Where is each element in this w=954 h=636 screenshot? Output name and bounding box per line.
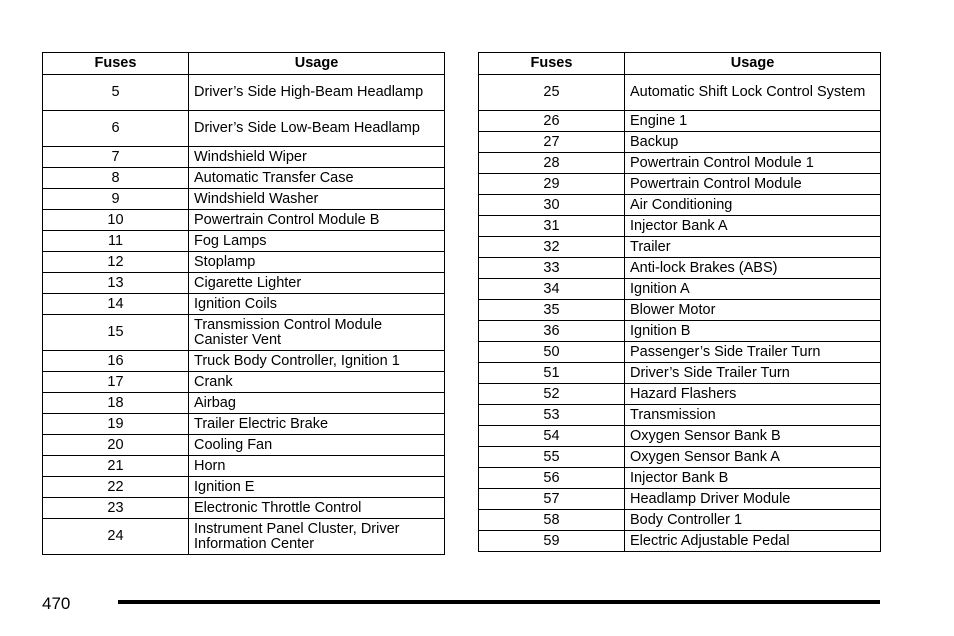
fuse-usage-cell: Truck Body Controller, Ignition 1 xyxy=(189,351,445,372)
usage-column-header: Usage xyxy=(189,53,445,75)
fuse-usage-cell: Electronic Throttle Control xyxy=(189,498,445,519)
fuse-usage-cell: Hazard Flashers xyxy=(625,384,881,405)
fuse-number-cell: 14 xyxy=(43,294,189,315)
fuse-number-cell: 20 xyxy=(43,435,189,456)
fuse-number-cell: 29 xyxy=(479,174,625,195)
fuse-number-cell: 9 xyxy=(43,189,189,210)
fuse-number-cell: 25 xyxy=(479,75,625,111)
table-row xyxy=(43,315,445,351)
fuse-number-cell: 8 xyxy=(43,168,189,189)
table-row xyxy=(479,468,881,489)
fuse-usage-cell: Backup xyxy=(625,132,881,153)
fuse-number-cell: 33 xyxy=(479,258,625,279)
table-row xyxy=(43,147,445,168)
fuse-usage-cell: Blower Motor xyxy=(625,300,881,321)
fuse-usage-cell: Driver’s Side High-Beam Headlamp xyxy=(189,75,445,111)
fuses-column-header: Fuses xyxy=(479,53,625,75)
fuse-usage-cell: Injector Bank A xyxy=(625,216,881,237)
table-row xyxy=(479,321,881,342)
table-row xyxy=(479,279,881,300)
fuse-usage-cell: Body Controller 1 xyxy=(625,510,881,531)
fuses-column-header: Fuses xyxy=(43,53,189,75)
fuse-usage-cell: Air Conditioning xyxy=(625,195,881,216)
fuse-usage-cell: Powertrain Control Module 1 xyxy=(625,153,881,174)
fuse-number-cell: 17 xyxy=(43,372,189,393)
table-row xyxy=(479,258,881,279)
table-header-row xyxy=(43,53,445,75)
fuse-number-cell: 5 xyxy=(43,75,189,111)
fuse-usage-cell: Transmission xyxy=(625,405,881,426)
fuse-number-cell: 51 xyxy=(479,363,625,384)
fuse-number-cell: 30 xyxy=(479,195,625,216)
table-row xyxy=(43,189,445,210)
fuse-usage-cell: Stoplamp xyxy=(189,252,445,273)
footer-rule xyxy=(118,600,880,604)
table-row xyxy=(43,252,445,273)
fuse-number-cell: 50 xyxy=(479,342,625,363)
table-row xyxy=(43,231,445,252)
fuse-number-cell: 16 xyxy=(43,351,189,372)
table-row xyxy=(479,426,881,447)
table-row xyxy=(479,447,881,468)
fuse-number-cell: 18 xyxy=(43,393,189,414)
fuse-usage-cell: Headlamp Driver Module xyxy=(625,489,881,510)
fuse-usage-cell: Automatic Shift Lock Control System xyxy=(625,75,881,111)
table-row xyxy=(43,393,445,414)
fuse-usage-cell: Horn xyxy=(189,456,445,477)
fuse-number-cell: 58 xyxy=(479,510,625,531)
fuse-number-cell: 21 xyxy=(43,456,189,477)
table-row xyxy=(43,294,445,315)
table-row xyxy=(43,111,445,147)
table-row xyxy=(43,456,445,477)
table-row xyxy=(479,216,881,237)
fuse-table-right xyxy=(478,52,881,552)
fuse-usage-cell: Windshield Wiper xyxy=(189,147,445,168)
fuse-number-cell: 28 xyxy=(479,153,625,174)
fuse-number-cell: 15 xyxy=(43,315,189,351)
fuse-usage-cell: Oxygen Sensor Bank A xyxy=(625,447,881,468)
fuse-number-cell: 13 xyxy=(43,273,189,294)
fuse-number-cell: 11 xyxy=(43,231,189,252)
fuse-number-cell: 31 xyxy=(479,216,625,237)
fuse-usage-cell: Transmission Control Module Canister Vent xyxy=(189,315,445,351)
fuse-number-cell: 10 xyxy=(43,210,189,231)
fuse-usage-cell: Electric Adjustable Pedal xyxy=(625,531,881,552)
table-row xyxy=(43,477,445,498)
table-header-row xyxy=(479,53,881,75)
table-row xyxy=(479,531,881,552)
fuse-number-cell: 27 xyxy=(479,132,625,153)
fuse-usage-cell: Airbag xyxy=(189,393,445,414)
fuse-usage-cell: Driver’s Side Trailer Turn xyxy=(625,363,881,384)
fuse-usage-cell: Automatic Transfer Case xyxy=(189,168,445,189)
fuse-number-cell: 7 xyxy=(43,147,189,168)
table-row xyxy=(479,111,881,132)
fuse-number-cell: 22 xyxy=(43,477,189,498)
table-row xyxy=(43,414,445,435)
table-row xyxy=(43,351,445,372)
table-row xyxy=(43,435,445,456)
fuse-usage-cell: Crank xyxy=(189,372,445,393)
fuse-usage-cell: Trailer Electric Brake xyxy=(189,414,445,435)
table-row xyxy=(43,372,445,393)
table-row xyxy=(479,75,881,111)
table-row xyxy=(43,519,445,555)
fuse-number-cell: 12 xyxy=(43,252,189,273)
table-row xyxy=(479,153,881,174)
usage-column-header: Usage xyxy=(625,53,881,75)
fuse-number-cell: 19 xyxy=(43,414,189,435)
fuse-number-cell: 59 xyxy=(479,531,625,552)
table-row xyxy=(43,273,445,294)
fuse-usage-cell: Ignition A xyxy=(625,279,881,300)
fuse-usage-cell: Cooling Fan xyxy=(189,435,445,456)
fuse-usage-cell: Oxygen Sensor Bank B xyxy=(625,426,881,447)
fuse-usage-cell: Fog Lamps xyxy=(189,231,445,252)
table-row xyxy=(43,498,445,519)
fuse-number-cell: 35 xyxy=(479,300,625,321)
fuse-usage-cell: Powertrain Control Module B xyxy=(189,210,445,231)
table-row xyxy=(479,174,881,195)
fuse-number-cell: 24 xyxy=(43,519,189,555)
fuse-number-cell: 36 xyxy=(479,321,625,342)
fuse-number-cell: 55 xyxy=(479,447,625,468)
fuse-number-cell: 54 xyxy=(479,426,625,447)
table-row xyxy=(479,489,881,510)
fuse-number-cell: 56 xyxy=(479,468,625,489)
fuse-usage-cell: Anti-lock Brakes (ABS) xyxy=(625,258,881,279)
fuse-table-left xyxy=(42,52,445,555)
fuse-usage-cell: Powertrain Control Module xyxy=(625,174,881,195)
fuse-number-cell: 6 xyxy=(43,111,189,147)
fuse-usage-cell: Passenger’s Side Trailer Turn xyxy=(625,342,881,363)
table-row xyxy=(43,210,445,231)
fuse-usage-cell: Engine 1 xyxy=(625,111,881,132)
table-row xyxy=(479,510,881,531)
fuse-number-cell: 23 xyxy=(43,498,189,519)
fuse-number-cell: 34 xyxy=(479,279,625,300)
fuse-usage-cell: Ignition B xyxy=(625,321,881,342)
table-row xyxy=(479,363,881,384)
fuse-number-cell: 32 xyxy=(479,237,625,258)
table-row xyxy=(479,195,881,216)
fuse-usage-cell: Instrument Panel Cluster, Driver Information Center xyxy=(189,519,445,555)
fuse-number-cell: 52 xyxy=(479,384,625,405)
fuse-usage-cell: Trailer xyxy=(625,237,881,258)
fuse-usage-cell: Ignition E xyxy=(189,477,445,498)
table-row xyxy=(479,132,881,153)
fuse-number-cell: 26 xyxy=(479,111,625,132)
fuse-usage-cell: Injector Bank B xyxy=(625,468,881,489)
page-number: 470 xyxy=(42,594,71,613)
fuse-number-cell: 57 xyxy=(479,489,625,510)
fuse-number-cell: 53 xyxy=(479,405,625,426)
table-row xyxy=(479,342,881,363)
table-row xyxy=(479,300,881,321)
fuse-usage-cell: Driver’s Side Low-Beam Headlamp xyxy=(189,111,445,147)
table-row xyxy=(43,75,445,111)
table-row xyxy=(43,168,445,189)
fuse-usage-cell: Ignition Coils xyxy=(189,294,445,315)
table-row xyxy=(479,405,881,426)
table-row xyxy=(479,237,881,258)
fuse-usage-cell: Windshield Washer xyxy=(189,189,445,210)
table-row xyxy=(479,384,881,405)
fuse-usage-cell: Cigarette Lighter xyxy=(189,273,445,294)
